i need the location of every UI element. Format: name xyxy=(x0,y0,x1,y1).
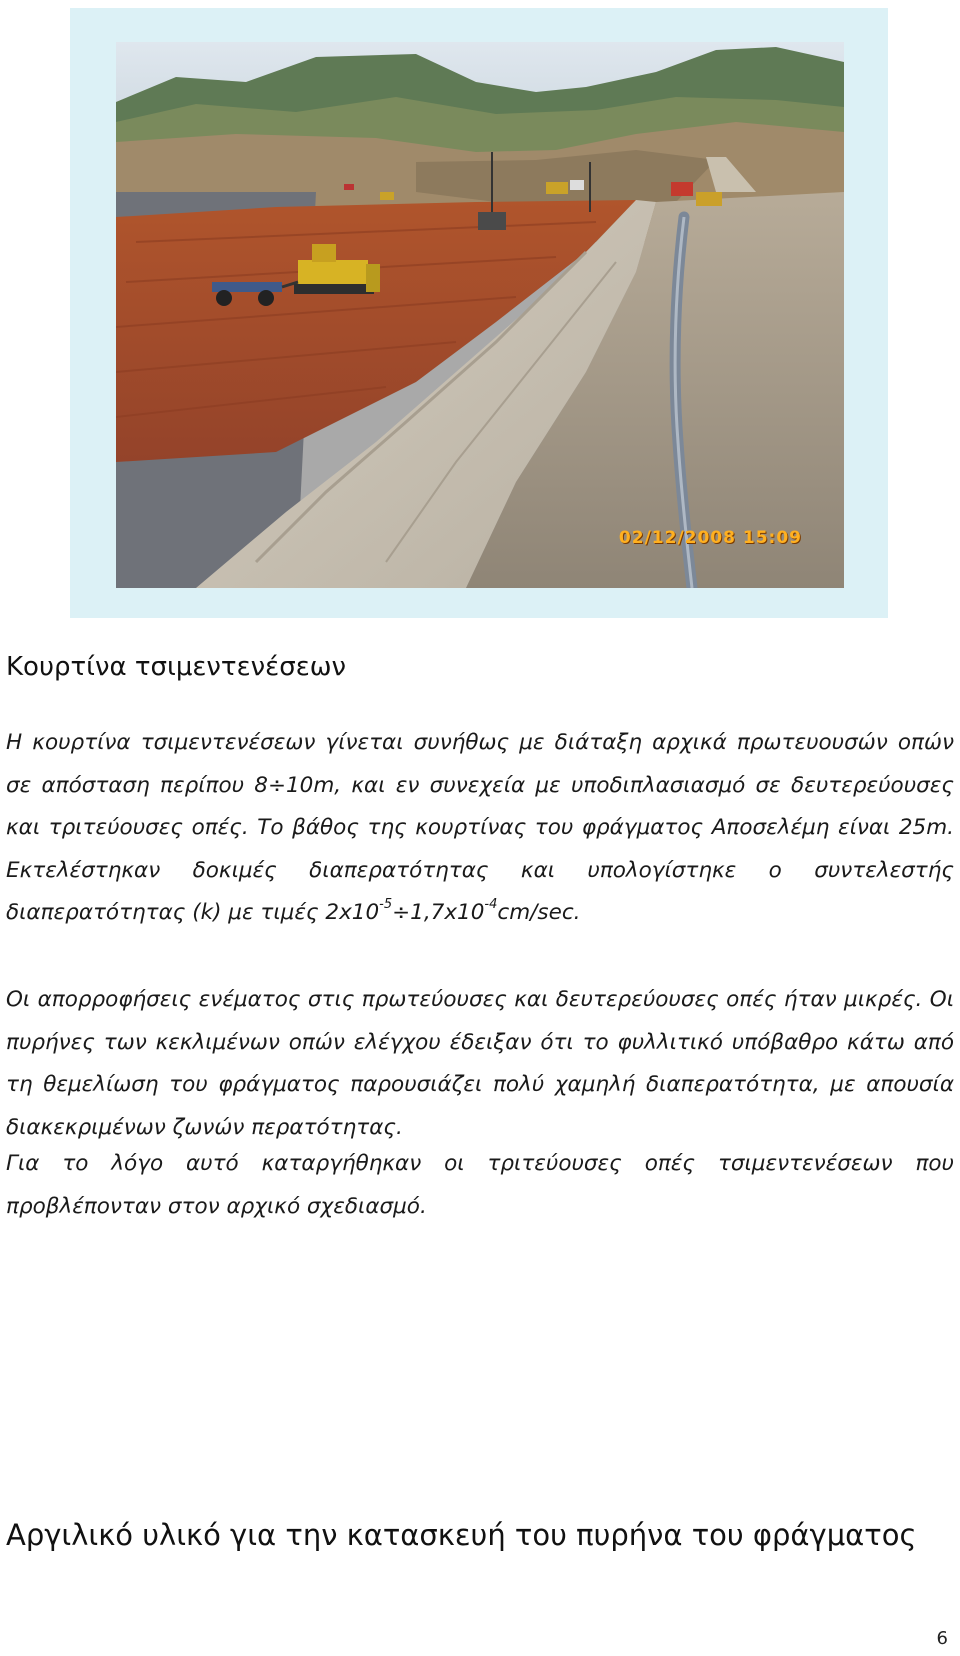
exponent-2: -4 xyxy=(484,897,498,913)
paragraph-text-mid: ÷1,7x10 xyxy=(392,900,485,926)
section-heading-clay-material: Αργιλικό υλικό για την κατασκευή του πυρήνα του φράγματος xyxy=(6,1518,917,1552)
construction-site-photo xyxy=(116,42,844,588)
dam-site-illustration xyxy=(116,42,844,588)
exponent-1: -5 xyxy=(379,897,393,913)
paragraph-tertiary-holes: Για το λόγο αυτό καταργήθηκαν οι τριτεύουσες οπές τσιμεντενέσεων που προβλέπονταν στον αρχικό σχεδιασμό. xyxy=(6,1151,954,1219)
paragraph-grout-absorption: Οι απορροφήσεις ενέματος στις πρωτεύουσες και δευτερεύουσες οπές ήταν μικρές. Οι πυρήνες των κεκλιμένων οπών ελέγχου έδειξαν ότι το φυλλιτικό υπόβαθρο κάτω από τη θεμελίωση του φράγματος παρουσιάζει πολύ χαμηλή διαπερατότητα, με απουσία διακεκριμένων ζωνών περατότητας. xyxy=(6,987,954,1140)
photo-timestamp: 02/12/2008 15:09 xyxy=(618,528,802,548)
paragraph-text-end: cm/sec. xyxy=(497,900,581,926)
section-heading-grout-curtain: Κουρτίνα τσιμεντενέσεων xyxy=(6,652,347,682)
page-number: 6 xyxy=(936,1628,948,1649)
figure-frame xyxy=(70,8,888,618)
paragraph-text: Η κουρτίνα τσιμεντενέσεων γίνεται συνήθως με διάταξη αρχικά πρωτευουσών οπών σε απόσταση περίπου 8÷10m, και εν συνεχεία με υποδιπλασιασμό σε δευτερεύουσες και τριτεύουσες οπές. Το βάθος της κουρτίνας του φράγματος Αποσελέμη είναι 25m. Εκτελέστηκαν δοκιμές διαπερατότητας και υπολογίστηκε ο συντελεστής διαπερατότητας (k) με τιμές 2x10 xyxy=(6,730,954,926)
paragraph-grout-curtain xyxy=(6,722,954,935)
